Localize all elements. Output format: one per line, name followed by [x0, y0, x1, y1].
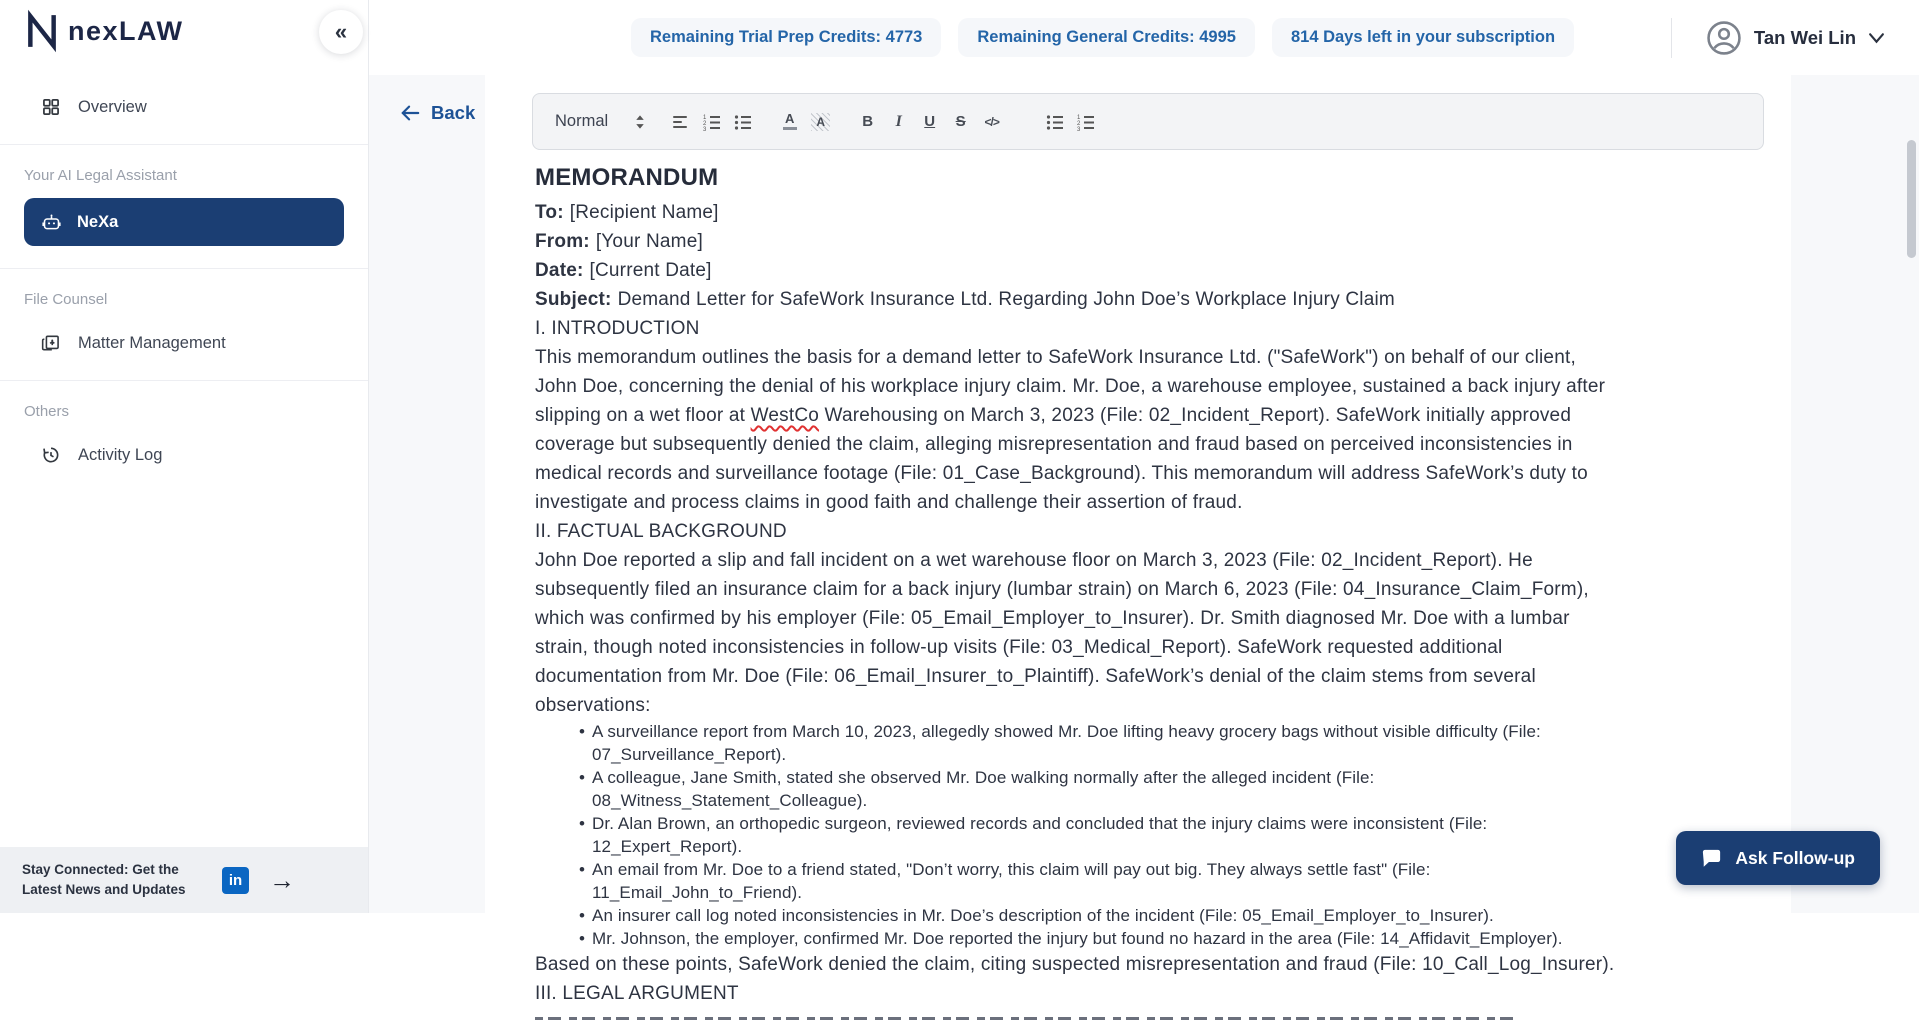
svg-text:1: 1	[1076, 114, 1081, 121]
ordered-list-icon	[703, 113, 721, 131]
ordered-list-button[interactable]	[696, 107, 727, 137]
main-area	[369, 0, 1919, 1004]
bullet-list-button-2[interactable]	[1039, 107, 1070, 137]
svg-text:2: 2	[1076, 120, 1081, 127]
align-icon	[672, 113, 690, 131]
content-area	[369, 75, 1919, 1004]
back-button[interactable]	[399, 102, 475, 124]
meta-from: From: [Your Name]	[535, 231, 703, 252]
svg-text:3: 3	[1076, 126, 1081, 133]
general-credits-badge: Remaining General Credits: 4995	[958, 18, 1255, 57]
text-color-icon: A	[783, 113, 797, 130]
history-icon	[41, 445, 61, 465]
document-title: MEMORANDUM	[535, 164, 719, 191]
ask-followup-label: Ask Follow-up	[1735, 847, 1855, 868]
sidebar	[0, 0, 369, 913]
sidebar-collapse-button[interactable]	[319, 10, 363, 54]
brand-name: nexLAW	[68, 15, 184, 46]
sidebar-item-label: Matter Management	[78, 333, 226, 352]
strikethrough-button[interactable]	[945, 107, 976, 137]
list-item: • A colleague, Jane Smith, stated she observed Mr. Doe walking normally after the alleged incident (File: 08_Witness_Statement_Colleague).	[579, 766, 1619, 812]
editor-toolbar	[532, 93, 1764, 150]
closing-paragraph: Based on these points, SafeWork denied the claim, citing suspected misrepresentation and fraud (File: 10_Call_Log_Insurer).	[535, 954, 1615, 975]
editor-card	[485, 75, 1791, 1004]
document-editor-surface[interactable]	[535, 164, 1695, 1020]
vertical-scrollbar-thumb[interactable]	[1907, 140, 1916, 258]
topbar-divider	[1671, 18, 1672, 58]
sidebar-section-file: File Counsel	[24, 291, 108, 308]
subscription-days-badge: 814 Days left in your subscription	[1272, 18, 1574, 57]
trial-prep-credits-badge: Remaining Trial Prep Credits: 4773	[631, 18, 941, 57]
italic-button[interactable]	[883, 107, 914, 137]
user-name: Tan Wei Lin	[1753, 26, 1856, 48]
matter-management-icon	[41, 333, 61, 353]
grid-icon	[41, 97, 61, 117]
collapse-icon: «	[334, 19, 348, 44]
paragraph-style-value: Normal	[555, 112, 609, 130]
bullet-list-button[interactable]	[727, 107, 758, 137]
svg-text:1: 1	[702, 114, 707, 121]
sidebar-divider	[0, 268, 368, 269]
sidebar-item-label: Activity Log	[78, 445, 163, 464]
nexlaw-logo-icon	[26, 13, 58, 49]
list-item: • An insurer call log noted inconsistencies in Mr. Doe’s description of the incident (File: 05_Email_Employer_to_Insurer).	[579, 904, 1619, 927]
topbar	[369, 0, 1919, 75]
intro-heading: I. INTRODUCTION	[535, 318, 700, 339]
sidebar-item-activity-log[interactable]	[0, 434, 368, 476]
underline-button[interactable]	[914, 107, 945, 137]
chevron-down-icon	[1868, 32, 1885, 44]
bold-button[interactable]	[852, 107, 883, 137]
sidebar-divider	[0, 144, 368, 145]
intro-paragraph: This memorandum outlines the basis for a demand letter to SafeWork Insurance Ltd. ("SafeWork") on behalf of our client, John Doe, concerning the denial of his workplace injury claim. Mr. Doe, a warehouse employee, sustained a back injury after slipping on a wet floor at WestCo Warehousing on March 3, 2023 (File: 02_Incident_Report). SafeWork initially approved coverage but subsequently denied the claim, alleging misrepresentation and fraud based on perceived inconsistencies in medical records and surveillance footage (File: 01_Case_Background). This memorandum will address SafeWork’s duty to investigate and process claims in good faith and challenge their assertion of fraud.	[535, 347, 1606, 513]
paragraph-style-dropdown[interactable]	[555, 112, 645, 131]
meta-subject: Subject: Demand Letter for SafeWork Insurance Ltd. Regarding John Doe’s Workplace Injury Claim	[535, 289, 1395, 310]
back-label: Back	[431, 102, 476, 123]
sidebar-item-matter-management[interactable]	[0, 322, 368, 364]
underline-icon: U	[924, 113, 936, 130]
meta-to: To: [Recipient Name]	[535, 202, 719, 223]
sidebar-item-label: Overview	[78, 97, 147, 116]
observations-list	[535, 720, 1619, 950]
sidebar-footer	[0, 847, 368, 913]
strikethrough-icon: S	[955, 113, 966, 130]
bullet-list-icon	[1046, 113, 1064, 131]
sort-arrows-icon	[635, 114, 645, 130]
list-item: • Mr. Johnson, the employer, confirmed Mr. Doe reported the injury but found no hazard in the area (File: 14_Affidavit_Employer).	[579, 927, 1619, 950]
sidebar-section-others: Others	[24, 403, 70, 420]
chat-icon	[1701, 849, 1722, 868]
sidebar-section-ai: Your AI Legal Assistant	[24, 167, 177, 184]
sidebar-item-label: NeXa	[77, 212, 119, 231]
code-button[interactable]	[976, 107, 1007, 137]
factual-paragraph: John Doe reported a slip and fall incident on a wet warehouse floor on March 3, 2023 (File: 02_Incident_Report). He subsequently filed an insurance claim for a back injury (lumbar strain) on March 6, 2023 (File: 04_Insurance_Claim_Form), which was confirmed by his employer (File: 05_Email_Employer_to_Insurer). Dr. Smith diagnosed Mr. Doe with a lumbar strain, though noted inconsistencies in follow-up visits (File: 03_Medical_Report). SafeWork requested additional documentation from Mr. Doe (File: 06_Email_Insurer_to_Plaintiff). SafeWork’s denial of the claim stems from several observations:	[535, 550, 1589, 716]
back-arrow-icon	[399, 103, 421, 123]
highlight-color-button[interactable]	[805, 107, 836, 137]
ordered-list-icon	[1077, 113, 1095, 131]
legal-heading: III. LEGAL ARGUMENT	[535, 983, 739, 1004]
bullet-list-icon	[734, 113, 752, 131]
list-item: • Dr. Alan Brown, an orthopedic surgeon, reviewed records and concluded that the injury claims were inconsistent (File: 12_Expert_Report).	[579, 812, 1619, 858]
sidebar-item-overview[interactable]	[0, 86, 368, 128]
ordered-list-button-2[interactable]	[1070, 107, 1101, 137]
stay-connected-text: Stay Connected: Get the Latest News and Updates	[22, 861, 186, 897]
list-item: • An email from Mr. Doe to a friend stated, "Don’t worry, this claim will pay out big. They always settle fast" (File: 11_Email_John_to_Friend).	[579, 858, 1619, 904]
footer-arrow-icon[interactable]: →	[269, 865, 295, 895]
text-color-button[interactable]	[774, 107, 805, 137]
linkedin-icon[interactable]: in	[222, 867, 249, 894]
meta-date: Date: [Current Date]	[535, 260, 712, 281]
user-menu[interactable]	[1671, 18, 1919, 58]
ask-followup-button[interactable]	[1676, 831, 1880, 885]
sidebar-divider	[0, 380, 368, 381]
factual-heading: II. FACTUAL BACKGROUND	[535, 521, 787, 542]
sidebar-item-nexa[interactable]	[24, 198, 344, 246]
align-button[interactable]	[665, 107, 696, 137]
italic-icon: I	[895, 112, 902, 130]
svg-text:3: 3	[702, 126, 707, 133]
avatar-icon	[1706, 20, 1742, 56]
robot-icon	[41, 212, 62, 233]
code-icon: </>	[984, 114, 999, 129]
brand-logo	[0, 0, 368, 62]
highlight-icon: A	[811, 113, 830, 131]
misspelled-word: WestCo	[750, 405, 820, 426]
list-item: • A surveillance report from March 10, 2023, allegedly showed Mr. Doe lifting heavy grocery bags without visible difficulty (File: 07_Surveillance_Report).	[579, 720, 1619, 766]
svg-text:2: 2	[702, 120, 707, 127]
bold-icon: B	[862, 113, 874, 130]
